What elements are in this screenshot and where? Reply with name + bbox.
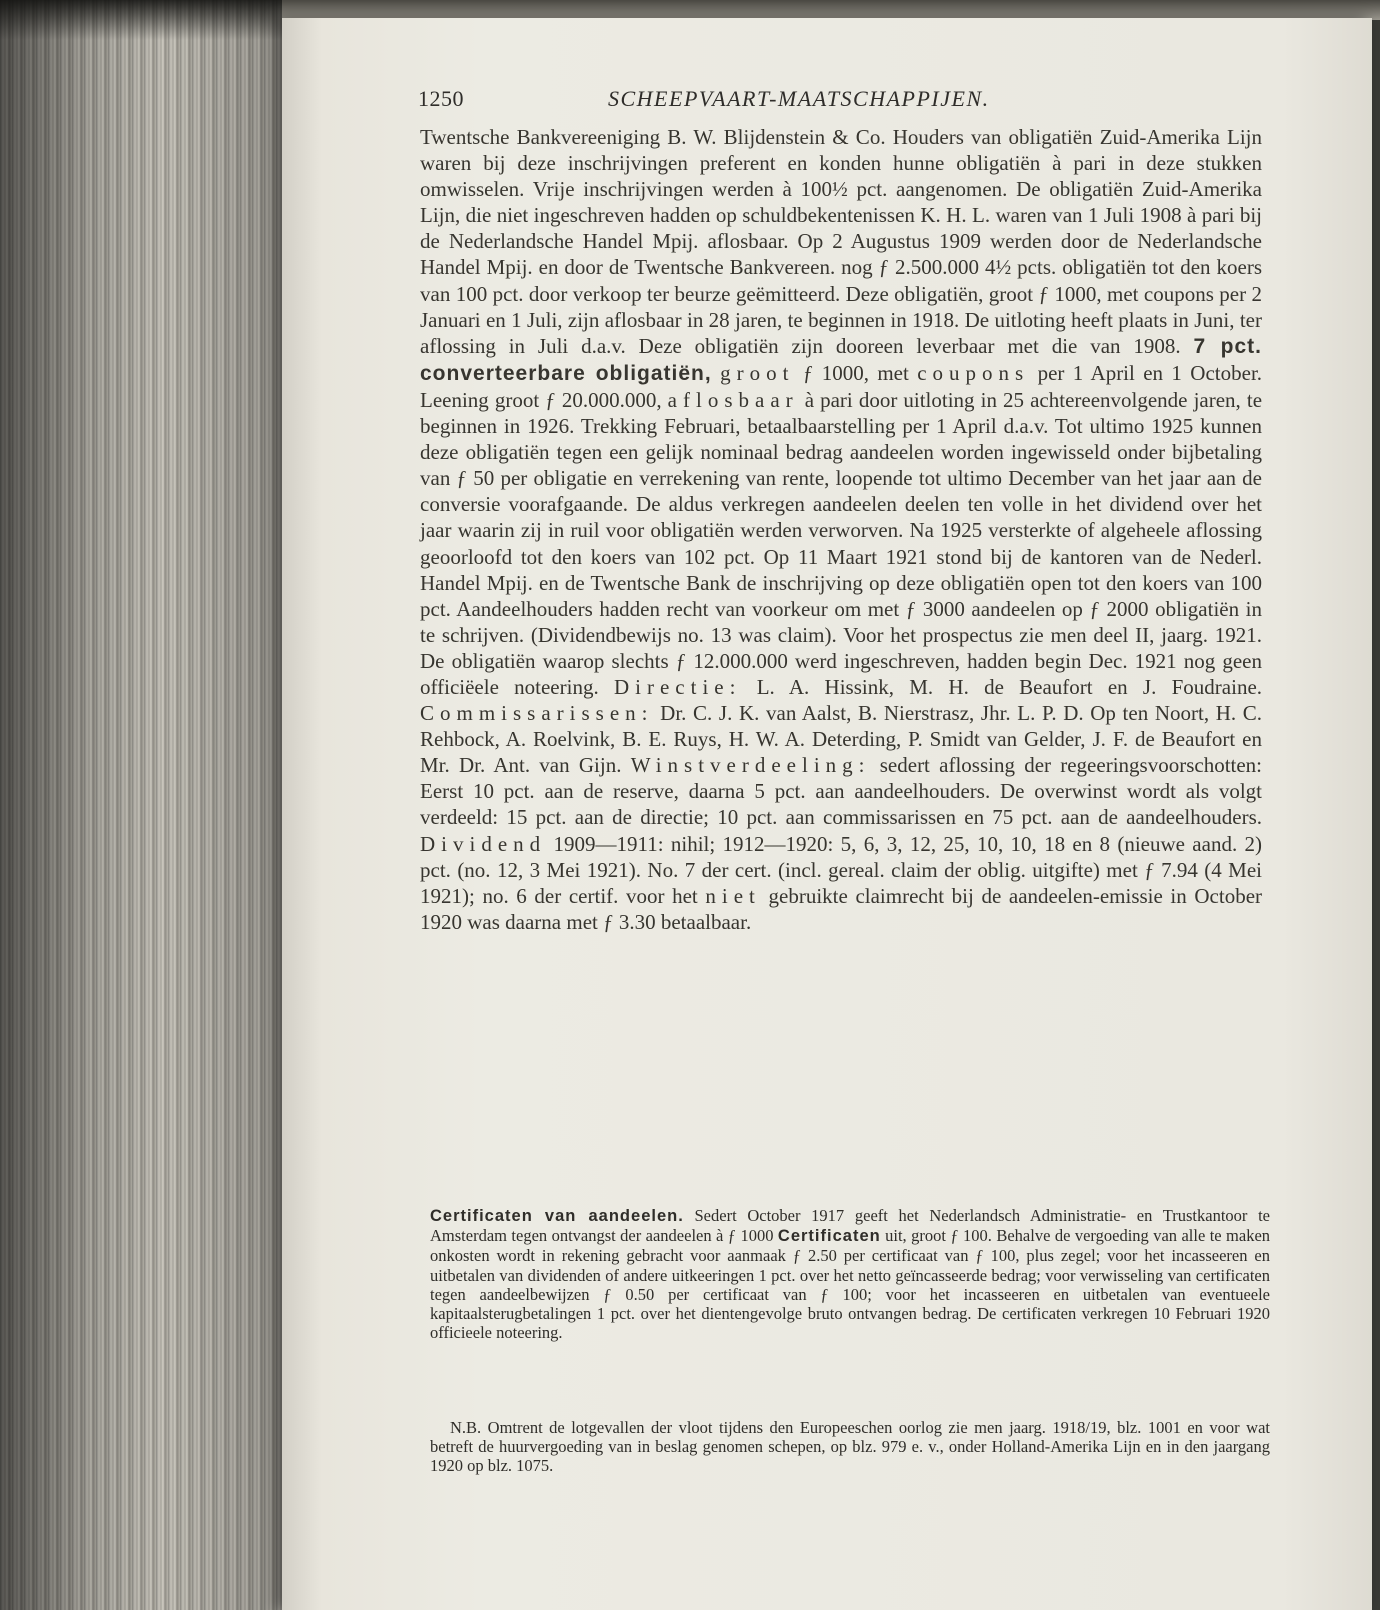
certificaten-bold: Certificaten bbox=[777, 1227, 881, 1246]
certificaten-text: uit, groot ƒ 100. Behalve de vergoeding van alle te maken onkosten wordt in rekening gebracht voor aanmaak ƒ 2.50 per certificaat van ƒ 100, plus zegel; voor het incasseeren en uitbetalen van dividenden of andere uitkeeringen 1 pct. over het netto geïncasseerde bedrag; voor verwisseling van certificaten tegen aandeelbewijzen ƒ 0.50 per certificaat van ƒ 100; voor het incasseeren en uitbetalen van eventueele kapitaalsterugbetalingen 1 pct. over het dientengevolge bruto ontvangen bedrag. De certificaten verkregen 10 Februari 1920 officieele noteering. bbox=[430, 1226, 1271, 1343]
paragraph-text: ƒ 1000, met bbox=[802, 360, 909, 385]
top-binding-shadow bbox=[282, 0, 1380, 20]
paragraph-text: à pari door uitloting in 25 achtereenvolgende jaren, te beginnen in 1926. Trekking Februari, betaalbaarstelling per 1 April d.a.v. Tot ultimo 1925 kunnen deze obligatiën tegen een gelijk nominaal bedrag aandeelen worden ingewisseld onder bijbetaling van ƒ 50 per obligatie en verrekening van rente, loopende tot ultimo December van het jaar aan de conversie voorafgaande. De aldus verkregen aandeelen deelen ten volle in het dividend over het jaar waarin zij in ruil voor obligatiën werden verworven. Na 1925 versterkte of algeheele aflossing geoorloofd tot den koers van 102 pct. Op 11 Maart 1921 stond bij de kantoren van de Nederl. Handel Mpij. en de Twentsche Bank de inschrijving op deze obligatiën open tot den koers van 100 pct. Aandeelhouders hadden recht van voorkeur om met ƒ 3000 aandeelen op ƒ 2000 obligatiën in te schrijven. (Dividendbewijs no. 13 was claim). Voor het prospectus zie men deel II, jaarg. 1921. De obligatiën waarop slechts ƒ 12.000.000 werd ingeschreven, hadden begin Dec. 1921 nog geen officiëele noteering. bbox=[420, 387, 1263, 699]
paragraph-text: 1909—1911: nihil; 1912—1920: 5, 6, 3, 12, 25, 10, 10, 18 en 8 (nieuwe aand. 2) pct. (no. 12, 3 Mei 1921). No. 7 der cert. (incl. gereal. claim der oblig. uitgifte) met ƒ 7.94 (4 Mei 1921); no. 6 der certif. voor het bbox=[420, 831, 1263, 908]
page-edges-top-shadow bbox=[0, 0, 300, 40]
paragraph-text: sedert aflossing der regeeringsvoorschotten: Eerst 10 pct. aan de reserve, daarna 5 pct. aan aandeelhouders. De overwinst wordt als volgt verdeeld: 15 pct. aan de directie; 10 pct. aan commissarissen en 75 pct. aan de aandeelhouders. bbox=[420, 753, 1263, 830]
spaced-word: groot bbox=[720, 360, 795, 385]
paragraph-text: per 1 April en 1 October. Leening groot ƒ 20.000.000, bbox=[420, 360, 1263, 412]
paragraph-text: L. A. Hissink, M. H. de Beaufort en J. Foudraine. bbox=[756, 674, 1263, 699]
page-number: 1250 bbox=[418, 86, 464, 111]
spaced-word-niet: niet bbox=[705, 883, 761, 908]
paragraph-text: Dr. C. J. K. van Aalst, B. Nierstrasz, Jhr. L. P. D. Op ten Noort, H. C. Rehbock, A. Roelvink, B. E. Ruys, H. W. A. Deterding, P. Smidt van Gelder, J. F. de Beaufort en Mr. Dr. Ant. van Gijn. bbox=[420, 701, 1263, 778]
book-page-edges bbox=[0, 0, 300, 1610]
spaced-word: coupons bbox=[917, 360, 1030, 385]
spaced-word-directie: Directie: bbox=[613, 674, 742, 699]
certificaten-heading: Certificaten van aandeelen. bbox=[430, 1207, 684, 1225]
certificaten-text: Sedert October 1917 geeft het Nederlandsch Administratie- en Trustkantoor te Amsterdam tegen ontvangst der aandeelen à ƒ 1000 bbox=[430, 1206, 1271, 1246]
page-header bbox=[418, 84, 1258, 116]
page-edges-shadow bbox=[0, 0, 300, 1610]
certificaten-section bbox=[430, 1206, 1270, 1342]
bold-heading-converteerbare-obligatien: 7 pct. converteerbare obligatiën, bbox=[420, 334, 1262, 385]
paragraph-text: Twentsche Bankvereeniging B. W. Blijdenstein & Co. Houders van obligatiën Zuid-Amerika Lijn waren bij deze inschrijvingen preferent en konden hunne obligatiën à pari in deze stukken omwisselen. Vrije inschrijvingen werden à 100½ pct. aangenomen. De obligatiën Zuid-Amerika Lijn, die niet ingeschreven hadden op schuldbekentenissen K. H. L. waren van 1 Juli 1908 à pari bij de Nederlandsche Handel Mpij. aflosbaar. Op 2 Augustus 1909 werden door de Nederlandsche Handel Mpij. en door de Twentsche Bankvereen. nog ƒ 2.500.000 4½ pcts. obligatiën tot den koers van 100 pct. door verkoop ter beurze geëmitteerd. Deze obligatiën, groot ƒ 1000, met coupons per 2 Januari en 1 Juli, zijn aflosbaar in 28 jaren, te beginnen in 1918. De uitloting heeft plaats in Juni, ter aflossing in Juli d.a.v. Deze obligatiën zijn dooreen leverbaar met die van 1908. bbox=[420, 125, 1262, 358]
spaced-word: aflosbaar bbox=[667, 387, 799, 412]
running-title: SCHEEPVAART-MAATSCHAPPIJEN. bbox=[608, 86, 990, 111]
spaced-word-commissarissen: Commissarissen: bbox=[420, 701, 654, 726]
spaced-word-dividend: Dividend bbox=[420, 831, 547, 856]
paragraph-text: gebruikte claimrecht bij de aandeelen-emissie in October 1920 was daarna met ƒ 3.30 betaalbaar. bbox=[420, 883, 1263, 934]
nb-note bbox=[430, 1418, 1270, 1476]
nb-text: N.B. Omtrent de lotgevallen der vloot tijdens den Europeeschen oorlog zie men jaarg. 1918/19, blz. 1001 en voor wat betreft de huurvergoeding van in beslag genomen schepen, op blz. 979 e. v., onder Holland-Amerika Lijn en in den jaargang 1920 op blz. 1075. bbox=[430, 1418, 1270, 1476]
main-text bbox=[420, 124, 1262, 935]
spaced-word-winstverdeeling: Winstverdeeling: bbox=[630, 753, 871, 778]
